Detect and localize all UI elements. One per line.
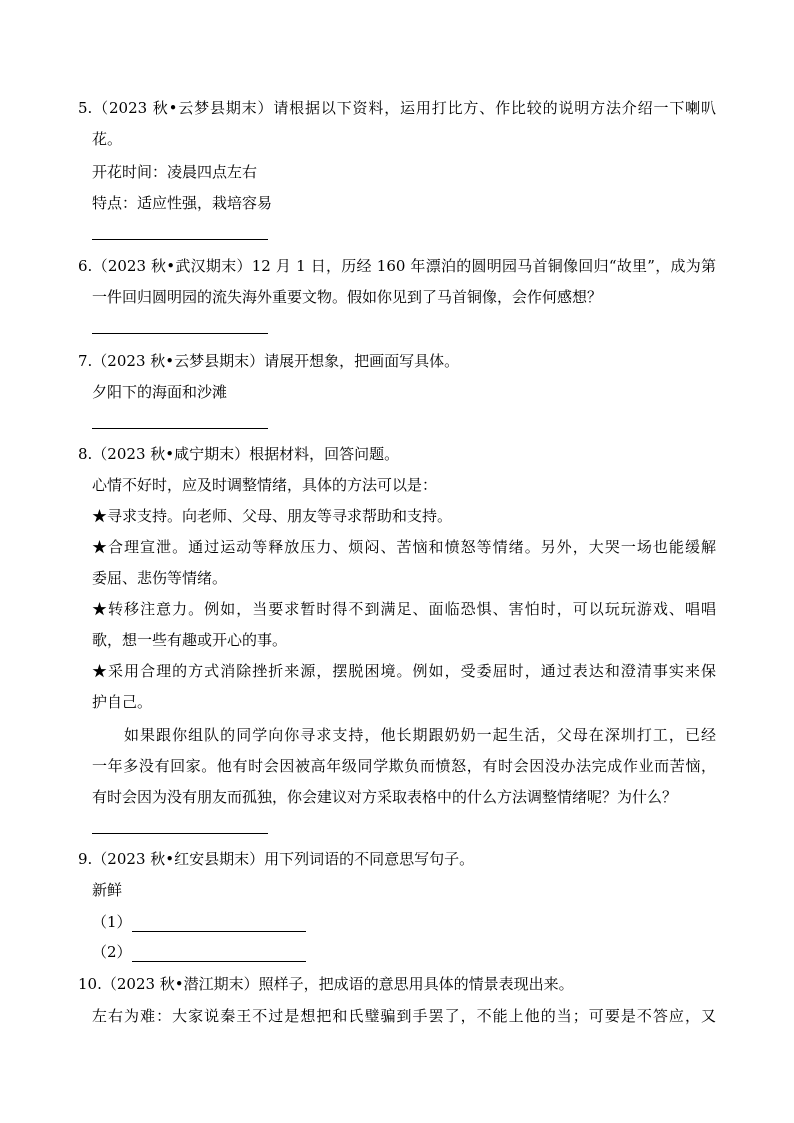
q9-item-1: [92, 912, 306, 932]
q5-stem-line2: 花。: [92, 130, 123, 148]
q5-answer-blank[interactable]: [92, 239, 268, 240]
q6-stem-line1: 6.（2023 秋•武汉期末）12 月 1 日，历经 160 年漂泊的圆明园马首铜像回归“故里”，成为第: [78, 257, 716, 275]
q8-answer-blank[interactable]: [92, 833, 268, 834]
q8-method-4-line2: 护自己。: [92, 693, 153, 711]
q8-method-3-line1: ★转移注意力。例如，当要求暂时得不到满足、面临恐惧、害怕时，可以玩玩游戏、唱唱: [92, 600, 716, 618]
q9-item-1-label: （1）: [92, 913, 132, 931]
q7-stem: 7.（2023 秋•云梦县期末）请展开想象，把画面写具体。: [78, 352, 460, 370]
q8-scenario-line3: 有时会因为没有朋友而孤独，你会建议对方采取表格中的什么方法调整情绪呢？为什么？: [92, 788, 678, 806]
q10-example: 左右为难：大家说秦王不过是想把和氏璧骗到手罢了，不能上他的当；可要是不答应，又: [92, 1007, 716, 1025]
q9-item-1-blank[interactable]: [132, 917, 306, 932]
q9-word: 新鲜: [92, 881, 123, 899]
q8-material-intro: 心情不好时，应及时调整情绪，具体的方法可以是：: [92, 476, 438, 494]
q8-scenario-line2: 一年多没有回家。他有时会因被高年级同学欺负而愤怒，有时会因没办法完成作业而苦恼，: [92, 757, 716, 775]
q9-item-2: [92, 942, 306, 962]
q6-answer-blank[interactable]: [92, 333, 268, 334]
q8-stem: 8.（2023 秋•咸宁期末）根据材料，回答问题。: [78, 445, 400, 463]
q6-stem-line2: 一件回归圆明园的流失海外重要文物。假如你见到了马首铜像，会作何感想？: [92, 288, 603, 306]
q5-info-features: 特点：适应性强，栽培容易: [92, 194, 273, 212]
q9-item-2-label: （2）: [92, 943, 132, 961]
q8-scenario-line1: 如果跟你组队的同学向你寻求支持，他长期跟奶奶一起生活，父母在深圳打工，已经: [124, 726, 716, 744]
q9-stem: 9.（2023 秋•红安县期末）用下列词语的不同意思写句子。: [78, 850, 475, 868]
q8-method-1: ★寻求支持。向老师、父母、朋友等寻求帮助和支持。: [92, 507, 453, 525]
q10-stem: 10.（2023 秋•潜江期末）照样子，把成语的意思用具体的情景表现出来。: [78, 975, 574, 993]
q7-scene: 夕阳下的海面和沙滩: [92, 383, 228, 401]
q5-stem-line1: 5.（2023 秋•云梦县期末）请根据以下资料，运用打比方、作比较的说明方法介绍一下喇叭: [78, 99, 716, 117]
q8-method-2-line1: ★合理宣泄。通过运动等释放压力、烦闷、苦恼和愤怒等情绪。另外，大哭一场也能缓解: [92, 538, 716, 556]
q8-method-2-line2: 委屈、悲伤等情绪。: [92, 569, 228, 587]
q8-method-4-line1: ★采用合理的方式消除挫折来源，摆脱困境。例如，受委屈时，通过表达和澄清事实来保: [92, 662, 716, 680]
q9-item-2-blank[interactable]: [132, 947, 306, 962]
q7-answer-blank[interactable]: [92, 428, 268, 429]
q5-info-bloom-time: 开花时间：凌晨四点左右: [92, 163, 258, 181]
q8-method-3-line2: 歌，想一些有趣或开心的事。: [92, 631, 288, 649]
